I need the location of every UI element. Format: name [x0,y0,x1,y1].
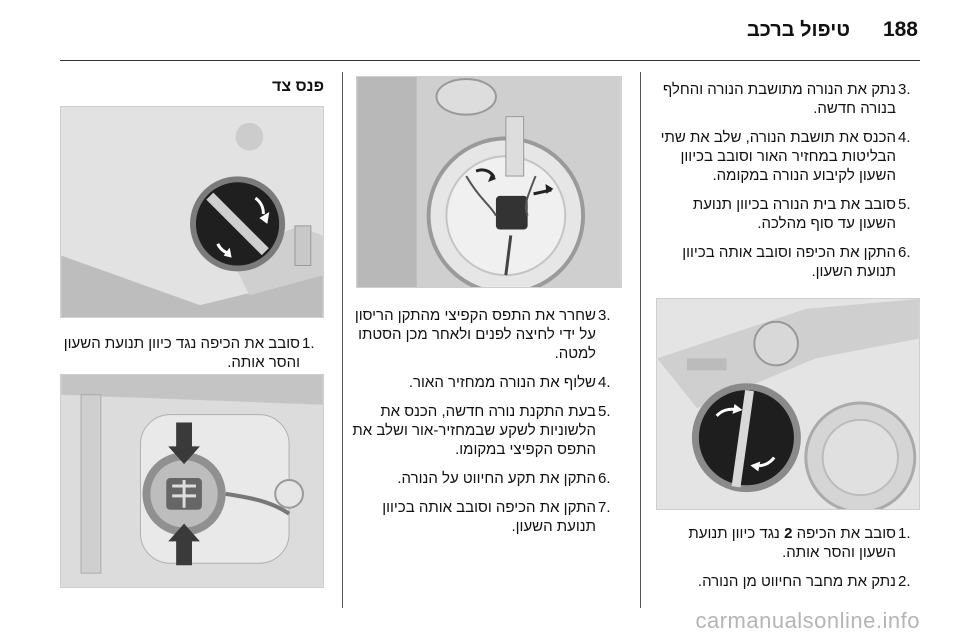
figure-headlamp-cap [656,298,920,510]
header-rule [60,60,920,61]
right-column [652,80,920,331]
step-item: .6 התקן את תקע החיווט על הנורה. [397,470,611,487]
side-lamp-connector-icon [61,375,323,587]
watermark: carmanualsonline.info [695,608,920,633]
page-number: 188 [882,18,918,41]
figure-side-lamp-connector [60,374,324,588]
middle-column [352,306,620,546]
page-header [0,0,960,62]
step-item: .5 סובב את בית הנורה בכיוון תנועת השעון עד סוף מהלכה. [692,196,911,232]
step-item: .3 נתק את הנורה מתושבת הנורה והחלף בנורה חדשה. [662,81,911,117]
step-item: .7 התקן את הכיפה וסובב אותה בכיוון תנועת השעון. [382,499,611,535]
column-divider-right [640,72,641,608]
step-item: .4 הכנס את תושבת הנורה, שלב את שתי הבליטות במחזיר האור וסובב בכיוון השעון לקיבוע הנורה במקומה. [660,129,911,184]
right-column-lower [652,524,920,601]
bulb-spring-clip-icon [357,77,621,287]
step-item: .2 נתק את מחבר החיווט מן הנורה. [697,573,911,590]
step-item: .3 שחרר את התפס הקפיצי מהתקן הריסון על ידי לחיצה לפנים ולאחר מכן הסטתו למטה. [354,307,611,362]
step-item: .6 התקן את הכיפה וסובב אותה בכיוון תנועת השעון. [682,244,911,280]
side-lamp-cap-icon [61,107,323,317]
step-item: .1 סובב את הכיפה 2 נגד כיוון תנועת השעון והסר אותה. [688,525,911,561]
headlamp-cap-rotate-icon [657,299,919,509]
step-item: .5 בעת התקנת נורה חדשה, הכנס את הלשוניות לשקע שבמחזיר-אור ושלב את התפס הקפיצי במקומו. [352,403,611,458]
column-divider-left [342,72,343,608]
figure-side-lamp-cap [60,106,324,318]
step-item: .4 שלוף את הנורה ממחזיר האור. [408,374,611,391]
page-title: טיפול ברכב [746,19,850,41]
step-item: .1 סובב את הכיפה נגד כיוון תנועת השעון והסר אותה. [63,335,315,371]
figure-bulb-clip [356,76,622,288]
section-heading-side-lamp: פנס צד [272,78,324,95]
